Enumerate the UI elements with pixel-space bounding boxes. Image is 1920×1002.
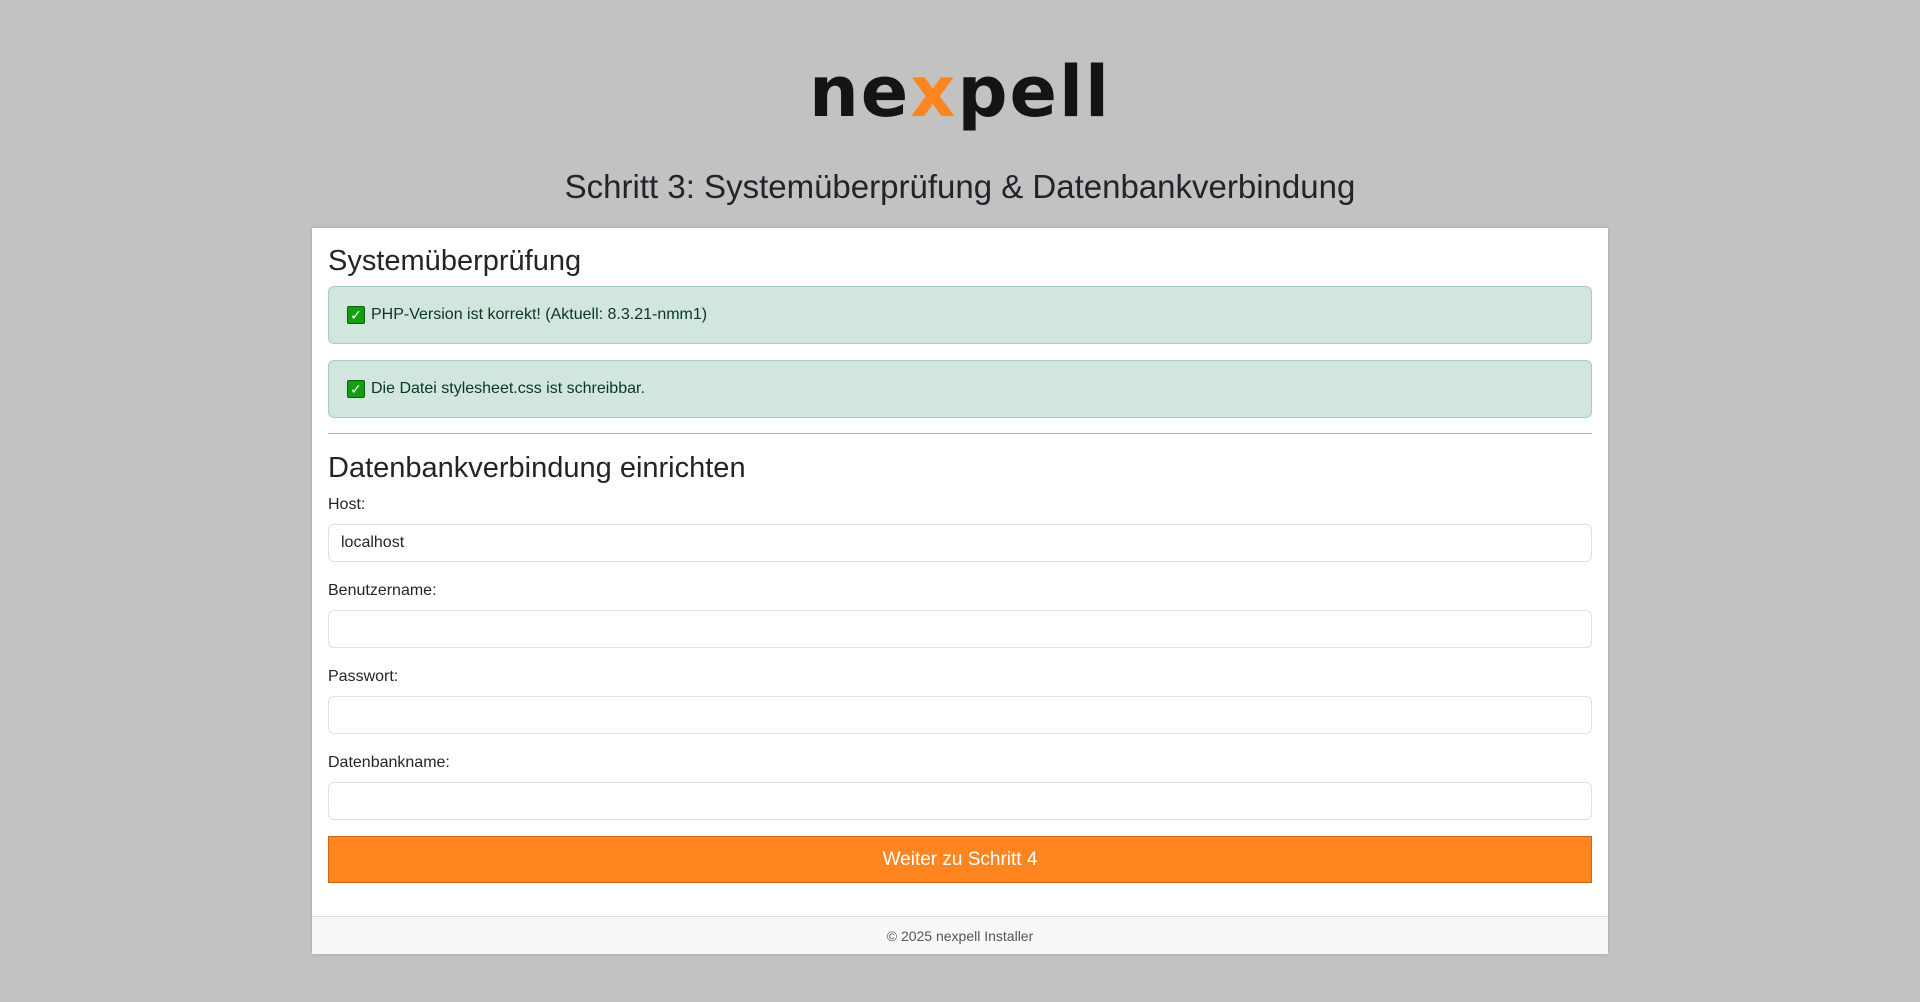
alert-stylesheet-text: Die Datei stylesheet.css ist schreibbar. [371,380,645,397]
alert-php-version [328,286,1592,344]
footer [312,916,1608,954]
check-mark-icon: ✓ [347,380,365,398]
footer-text: © 2025 nexpell Installer [886,928,1034,944]
check-mark-icon: ✓ [347,306,365,324]
dbname-input[interactable] [328,782,1592,820]
host-label: Host: [328,496,366,513]
host-input[interactable] [328,524,1592,562]
next-step-button[interactable]: Weiter zu Schritt 4 [328,836,1592,883]
password-input[interactable] [328,696,1592,734]
page-title: Schritt 3: Systemüberprüfung & Datenbankverbindung [564,168,1356,205]
alert-stylesheet-writable [328,360,1592,418]
dbname-label: Datenbankname: [328,754,450,771]
database-heading: Datenbankverbindung einrichten [328,452,746,484]
username-label: Benutzername: [328,582,437,599]
installer-card [312,228,1608,954]
alert-php-version-text: PHP-Version ist korrekt! (Aktuell: 8.3.21-nmm1) [371,306,708,323]
system-check-heading: Systemüberprüfung [328,245,582,277]
password-label: Passwort: [328,668,399,685]
username-input[interactable] [328,610,1592,648]
section-divider [328,433,1592,434]
nexpell-logo: nexpell [808,51,1112,133]
